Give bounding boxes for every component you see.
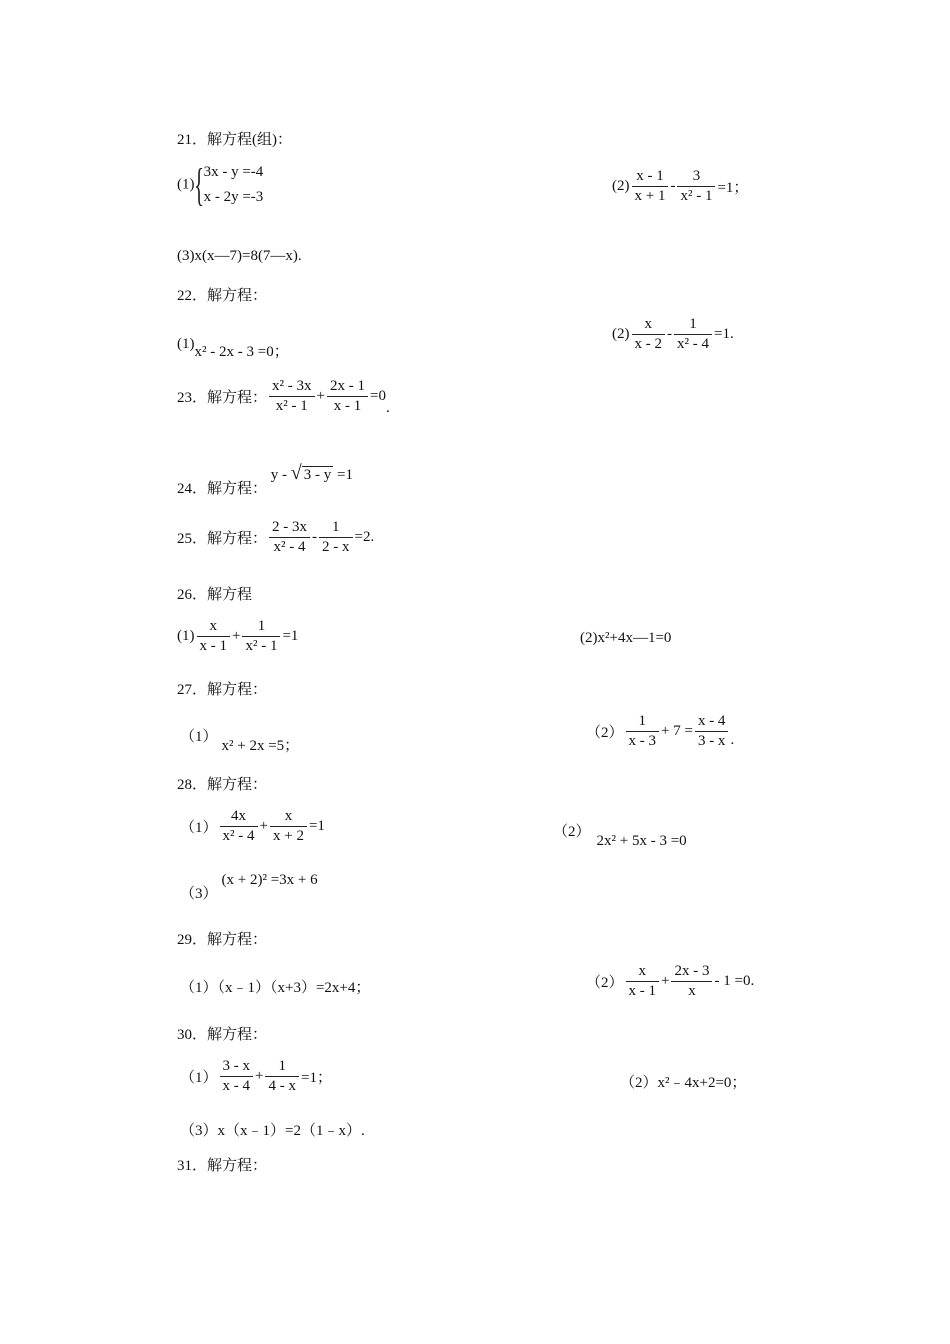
problem-21-q2: (2) $\frac{x - 1}{x + 1}$ - $\frac{3}{\text{x² - 1}}$ =1； bbox=[612, 168, 749, 204]
problem-27-q1: （1）x² + 2x =5； bbox=[180, 729, 300, 754]
problem-30-q2: （2）x²﹣4x+2=0； bbox=[620, 1075, 747, 1091]
fraction: $\frac{3}{\text{x² - 1}}$ bbox=[677, 167, 715, 206]
problem-29-q2: （2） $\frac{x}{x - 1}$ + $\frac{2x - 3}{x}$ - 1 =0. bbox=[586, 963, 755, 999]
problem-22-q2: (2) $\frac{x}{x - 2}$ - $\frac{1}{\text{x² - 4}}$ =1. bbox=[612, 316, 734, 352]
problem-24: 24．解方程： y - √ 3 - y =1 bbox=[177, 462, 353, 497]
problem-26-q1: (1) $\frac{x}{x - 1}$ + $\frac{1}{\text{x² - 1}}$ =1 bbox=[177, 618, 299, 654]
problem-23: 23．解方程： $\frac{\text{x² - 3x}}{\text{x² - 1}}$ + $\frac{2x - 1}{x - 1}$ =0. bbox=[177, 378, 390, 416]
fraction: $\frac{2 - 3x}{\text{x² - 4}}$ bbox=[269, 518, 310, 557]
problem-29-q1: （1）（x﹣1）（x+3）=2x+4； bbox=[180, 980, 371, 996]
fraction: $\frac{1}{\text{x² - 1}}$ bbox=[242, 617, 280, 656]
problem-30-q3: （3）x（x﹣1）=2（1﹣x）. bbox=[180, 1123, 365, 1139]
problem-25: 25．解方程： $\frac{2 - 3x}{\text{x² - 4}}$ - $\frac{1}{2 - x}$ =2. bbox=[177, 519, 375, 555]
fraction: $\frac{x}{x + 2}$ bbox=[270, 807, 307, 846]
fraction: $\frac{x}{x - 1}$ bbox=[197, 617, 231, 656]
fraction: $\frac{x}{x - 1}$ bbox=[626, 962, 660, 1001]
problem-22-title: 22．解方程： bbox=[177, 288, 268, 304]
fraction: $\frac{1}{4 - x}$ bbox=[265, 1057, 299, 1096]
fraction: $\frac{x}{x - 2}$ bbox=[632, 315, 666, 354]
problem-22-q1: (1)x² - 2x - 3 =0； bbox=[177, 336, 289, 360]
fraction: $\frac{1}{x - 3}$ bbox=[626, 712, 660, 751]
problem-28-q3: （3）(x + 2)² =3x + 6 bbox=[180, 872, 318, 902]
fraction: $\frac{\text{x² - 3x}}{\text{x² - 1}}$ bbox=[269, 377, 315, 416]
problem-30-q1: （1） $\frac{3 - x}{x - 4}$ + $\frac{1}{4 - x}$ =1； bbox=[180, 1058, 332, 1094]
problem-21-q3: (3)x(x—7)=8(7—x). bbox=[177, 248, 302, 264]
problem-26-title: 26．解方程 bbox=[177, 587, 253, 603]
problem-26-q2: (2)x²+4x—1=0 bbox=[580, 630, 672, 646]
problem-21-q1: (1){ 3x - y =-4 x - 2y =-3 bbox=[177, 159, 264, 210]
system-eq2: x - 2y =-3 bbox=[203, 189, 264, 205]
problem-29-title: 29．解方程： bbox=[177, 932, 268, 948]
fraction: $\frac{2x - 3}{x}$ bbox=[671, 962, 712, 1001]
system-brace: { bbox=[193, 159, 204, 210]
problem-31-title: 31．解方程： bbox=[177, 1158, 268, 1174]
problem-28-title: 28．解方程： bbox=[177, 777, 268, 793]
fraction: $\frac{4x}{\text{x² - 4}}$ bbox=[220, 807, 258, 846]
fraction: $\frac{1}{2 - x}$ bbox=[319, 518, 353, 557]
fraction: $\frac{x - 1}{x + 1}$ bbox=[632, 167, 669, 206]
sqrt-icon: √ bbox=[290, 462, 302, 484]
problem-28-q2: （2）2x² + 5x - 3 =0 bbox=[553, 824, 687, 849]
fraction: $\frac{1}{\text{x² - 4}}$ bbox=[674, 315, 712, 354]
fraction: $\frac{x - 4}{3 - x}$ bbox=[695, 712, 729, 751]
problem-27-title: 27．解方程： bbox=[177, 682, 268, 698]
problem-27-q2: （2） $\frac{1}{x - 3}$ + 7 = $\frac{x - 4}{3 - x}$ . bbox=[586, 713, 735, 749]
fraction: $\frac{3 - x}{x - 4}$ bbox=[220, 1057, 254, 1096]
problem-30-title: 30．解方程： bbox=[177, 1027, 268, 1043]
problem-21-title: 21．解方程(组)： bbox=[177, 132, 292, 148]
fraction: $\frac{2x - 1}{x - 1}$ bbox=[327, 377, 368, 416]
system-eq1: 3x - y =-4 bbox=[203, 164, 264, 180]
problem-28-q1: （1） $\frac{4x}{\text{x² - 4}}$ + $\frac{x}{x + 2}$ =1 bbox=[180, 808, 325, 844]
